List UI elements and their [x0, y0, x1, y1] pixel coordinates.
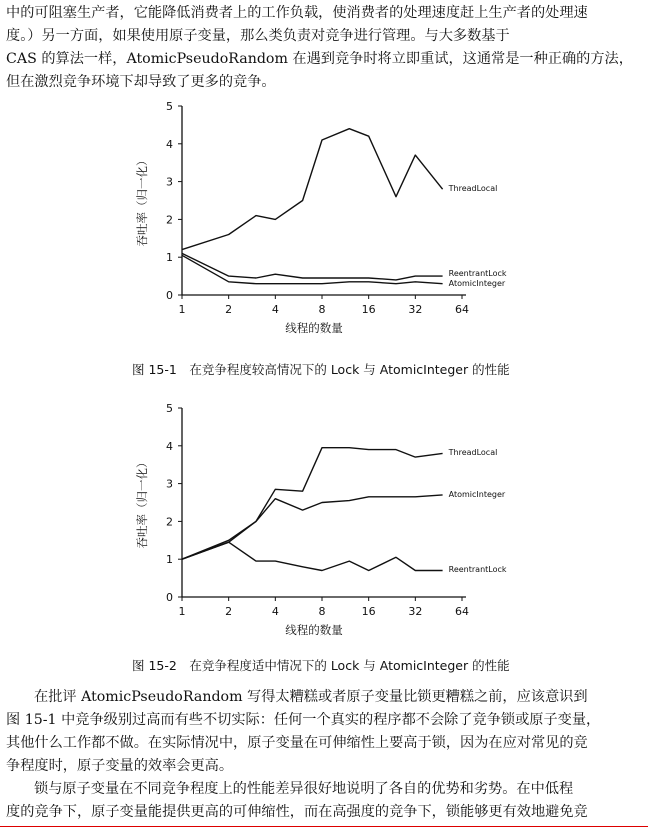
y-tick-label: 3: [166, 477, 173, 491]
series-label-reentrantlock: ReentrantLock: [448, 565, 507, 574]
y-tick-label: 0: [166, 289, 173, 302]
x-tick-label: 64: [455, 605, 469, 618]
page-bottom-rule: [0, 826, 648, 827]
text-line: 锁与原子变量在不同竞争程度上的性能差异很好地说明了各自的优势和劣势。在中低程: [34, 781, 574, 797]
x-tick-label: 4: [271, 605, 279, 618]
series-line-reentrantlock: [182, 542, 443, 570]
text-line: 但在激烈竞争环境下却导致了更多的竞争。: [6, 74, 276, 90]
y-tick-label: 5: [166, 100, 173, 113]
paragraph-top: [6, 2, 642, 94]
text-line: CAS 的算法一样，AtomicPseudoRandom 在遇到竞争时将立即重试，这通常是一种正确的方法，: [6, 51, 633, 67]
series-label-threadlocal: ThreadLocal: [448, 184, 498, 193]
x-tick-label: 8: [318, 605, 326, 618]
y-tick-label: 3: [166, 175, 173, 189]
y-tick-label: 0: [166, 591, 173, 604]
paragraph-comparison: [6, 778, 642, 824]
y-axis-title: 吞吐率（归一化）: [135, 154, 149, 247]
series-line-reentrantlock: [182, 253, 443, 280]
text-line: 度的竞争下，原子变量能提供更高的可伸缩性，而在高强度的竞争下，锁能够更有效地避免竞: [6, 804, 588, 820]
x-axis-title: 线程的数量: [285, 623, 343, 637]
y-tick-label: 4: [166, 439, 173, 453]
y-tick-label: 4: [166, 137, 173, 151]
figure-15-2-caption: 图 15-2 在竞争程度适中情况下的 Lock 与 AtomicInteger 的性能: [132, 658, 510, 673]
text-line: 争程度时，原子变量的效率会更高。: [6, 758, 234, 774]
figure-15-1-chart: [120, 96, 540, 354]
text-line: 其他什么工作都不做。在实际情况中，原子变量在可伸缩性上要高于锁，因为在应对常见的竞: [6, 735, 588, 751]
x-tick-label: 1: [178, 303, 186, 316]
x-tick-label: 1: [178, 605, 186, 618]
y-tick-label: 2: [166, 213, 173, 227]
series-label-reentrantlock: ReentrantLock: [448, 269, 507, 278]
paragraph-critique: [6, 686, 642, 778]
x-tick-label: 32: [408, 605, 423, 618]
x-tick-label: 2: [225, 303, 233, 316]
x-tick-label: 8: [318, 303, 326, 316]
series-label-atomicinteger: AtomicInteger: [448, 279, 506, 288]
x-tick-label: 16: [361, 605, 376, 618]
x-axis-title: 线程的数量: [285, 321, 343, 335]
x-tick-label: 4: [271, 303, 279, 316]
y-tick-label: 1: [166, 553, 173, 567]
y-tick-label: 1: [166, 251, 173, 265]
y-axis-title: 吞吐率（归一化）: [135, 456, 149, 549]
x-tick-label: 2: [225, 605, 233, 618]
figure-15-2-chart: [120, 398, 540, 650]
series-label-atomicinteger: AtomicInteger: [448, 490, 506, 499]
x-tick-label: 64: [455, 303, 469, 316]
y-tick-label: 5: [166, 402, 173, 415]
series-line-threadlocal: [182, 129, 443, 250]
series-line-threadlocal: [182, 448, 443, 560]
text-line: 在批评 AtomicPseudoRandom 写得太糟糕或者原子变量比锁更糟糕之前，应该意识到: [34, 689, 588, 705]
series-label-threadlocal: ThreadLocal: [448, 448, 498, 457]
text-line: 度。）另一方面，如果使用原子变量，那么类负责对竞争进行管理。与大多数基于: [6, 28, 510, 44]
text-line: 中的可阻塞生产者，它能降低消费者上的工作负载，使消费者的处理速度赶上生产者的处理速: [6, 5, 588, 21]
y-tick-label: 2: [166, 515, 173, 529]
figure-15-1-caption: 图 15-1 在竞争程度较高情况下的 Lock 与 AtomicInteger 的性能: [132, 362, 510, 377]
series-line-atomicinteger: [182, 255, 443, 283]
x-tick-label: 16: [361, 303, 376, 316]
text-line: 图 15-1 中竞争级别过高而有些不切实际：任何一个真实的程序都不会除了竞争锁或原子变量，: [6, 712, 601, 728]
series-line-atomicinteger: [182, 495, 443, 559]
x-tick-label: 32: [408, 303, 423, 316]
